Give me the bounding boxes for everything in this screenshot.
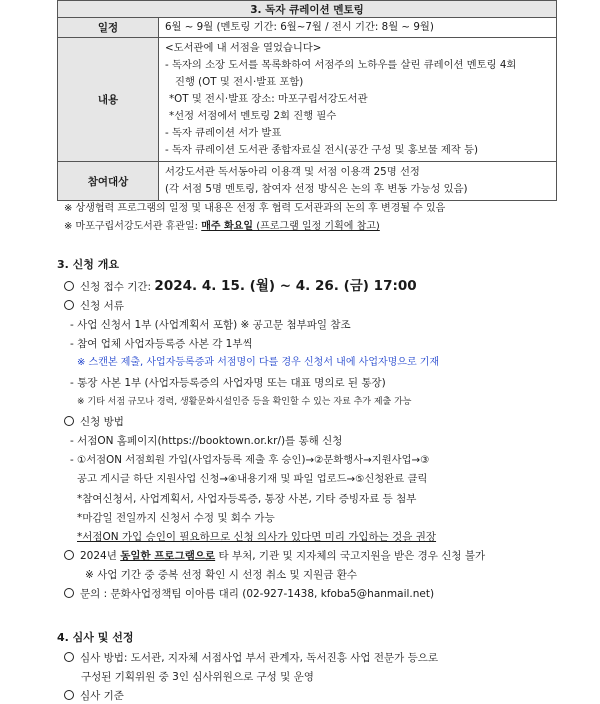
- method-item-3: 공고 게시글 하단 지원사업 신청→④내용기재 및 파일 업로드→⑤신청완료 클릭: [77, 473, 428, 485]
- contact-info: 문의 : 문화사업정책팀 이아름 대리 (02-927-1438, kfoba5@hanmail.net): [64, 586, 434, 602]
- review-criteria: 심사 기준: [64, 688, 124, 704]
- method-item-2: - ①서점ON 서점회원 가입(사업자등록 제출 후 승인)→②문화행사→지원사업→③: [70, 454, 430, 466]
- mentoring-table: [57, 0, 556, 201]
- duplicate-support-notice: 2024년 동일한 프로그램으로 타 부처, 기관 및 지자체의 국고지원을 받은 경우 신청 불가: [64, 548, 485, 564]
- docs-item-2-note: ※ 스캔본 제출, 사업자등록증과 서점명이 다를 경우 신청서 내에 사업자명으로 기재: [77, 357, 440, 368]
- circle-bullet-icon: [64, 652, 74, 662]
- method-item-4: *참여신청서, 사업계획서, 사업자등록증, 통장 사본, 기타 증빙자료 등 첨부: [77, 493, 417, 505]
- circle-bullet-icon: [64, 690, 74, 700]
- docs-item-3: - 통장 사본 1부 (사업자등록증의 사업자명 또는 대표 명의로 된 통장): [70, 377, 386, 389]
- method-item-5: *마감일 전일까지 신청서 수정 및 회수 가능: [77, 512, 275, 524]
- apply-period: 신청 접수 기간: 2024. 4. 15. (월) ~ 4. 26. (금) 17:00: [64, 276, 417, 297]
- circle-bullet-icon: [64, 550, 74, 560]
- duplicate-support-note: ※ 사업 기간 중 중복 선정 확인 시 선정 취소 및 지원금 환수: [85, 569, 357, 581]
- section3-title: 3. 신청 개요: [57, 258, 119, 271]
- docs-item-1: - 사업 신청서 1부 (사업계획서 포함) ※ 공고문 첨부파일 참조: [70, 319, 351, 331]
- note-schedule-change: ※ 상생협력 프로그램의 일정 및 내용은 선정 후 협력 도서관과의 논의 후 변경될 수 있음: [64, 203, 446, 214]
- docs-title: 신청 서류: [64, 298, 124, 314]
- review-method: 심사 방법: 도서관, 지자체 서점사업 부서 관계자, 독서진흥 사업 전문가 등으로: [64, 650, 438, 666]
- schedule-value: 6월 ~ 9월 (멘토링 기간: 6월~7월 / 전시 기간: 8월 ~ 9월): [159, 18, 557, 38]
- method-item-6: *서점ON 가입 승인이 필요하므로 신청 의사가 있다면 미리 가입하는 것을 권장: [77, 531, 437, 543]
- schedule-label: 일정: [58, 18, 159, 38]
- method-item-1: - 서점ON 홈페이지(https://booktown.or.kr/)를 통해 신청: [70, 435, 343, 447]
- section4-title: 4. 심사 및 선정: [57, 631, 134, 644]
- circle-bullet-icon: [64, 300, 74, 310]
- method-title: 신청 방법: [64, 414, 124, 430]
- table-title: 3. 독자 큐레이션 멘토링: [58, 1, 557, 18]
- review-method-cont: 구성된 기획위원 중 3인 심사위원으로 구성 및 운영: [81, 671, 314, 683]
- circle-bullet-icon: [64, 588, 74, 598]
- circle-bullet-icon: [64, 416, 74, 426]
- circle-bullet-icon: [64, 281, 74, 291]
- note-closed-day: ※ 마포구립서강도서관 휴관일: 매주 화요일 (프로그램 일정 기획에 참고): [64, 221, 380, 232]
- content-value: <도서관에 내 서점을 열었습니다> - 독자의 소장 도서를 목록화하여 서점주의 노하우를 살린 큐레이션 멘토링 4회 진행 (OT 및 전시·발표 포함) *OT 및 전시·발표 장소: 마포구립서강도서관 *선정 서점에서 멘토링 2회 진행 필수 - 독자 큐레이션 서가 발표 - 독자 큐레이션 도서관 종합자료실 전시(공간 구성 및 홍보물 제작 등): [159, 38, 557, 162]
- target-label: 참여대상: [58, 162, 159, 201]
- content-label: 내용: [58, 38, 159, 162]
- docs-item-2: - 참여 업체 사업자등록증 사본 각 1부씩: [70, 338, 253, 350]
- docs-item-3-note: ※ 기타 서점 규모나 경력, 생활문화시설인증 등을 확인할 수 있는 자료 추가 제출 가능: [77, 397, 412, 407]
- target-value: 서강도서관 독서동아리 이용객 및 서점 이용객 25명 선정 (각 서점 5명 멘토링, 참여자 선정 방식은 논의 후 변동 가능성 있음): [159, 162, 557, 201]
